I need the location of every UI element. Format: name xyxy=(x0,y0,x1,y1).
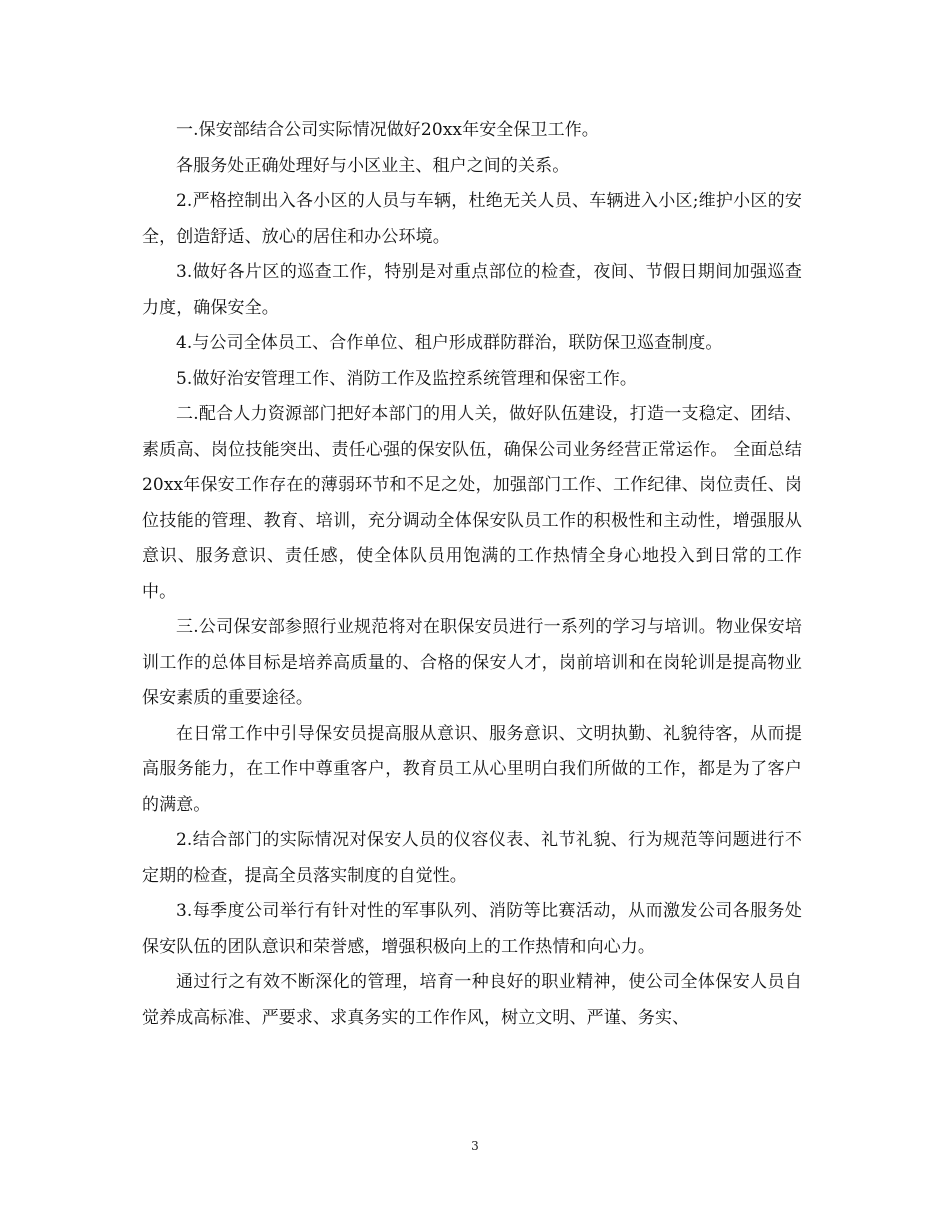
paragraph-joint-defense: 4.与公司全体员工、合作单位、租户形成群防群治，联防保卫巡查制度。 xyxy=(176,333,723,353)
paragraph-owner-relations: 各服务处正确处理好与小区业主、租户之间的关系。 xyxy=(176,155,570,176)
page-number: 3 xyxy=(471,1139,479,1153)
paragraph-security-management: 5.做好治安管理工作、消防工作及监控系统管理和保密工作。 xyxy=(176,368,638,389)
paragraph-section-two-team-building: 二.配合人力资源部门把好本部门的用人关，做好队伍建设，打造一支稳定、团结、素质高、岗位技能突出、责任心强的保安队伍，确保公司业务经营正常运作。 全面总结20xx年保安工作存在的薄弱环节和不足之处，加强部门工作、工作纪律、岗位责任、岗位技能的管理、教育、培训，充分调动全体保安队员工作的积极性和主动性，增强服从意识、服务意识、责任感，使全体队员用饱满的工作热情全身心地投入到日常的工作中。 xyxy=(142,404,802,602)
paragraph-access-control: 2.严格控制出入各小区的人员与车辆，杜绝无关人员、车辆进入小区;维护小区的安全，创造舒适、放心的居住和办公环境。 xyxy=(142,191,802,247)
paragraph-quarterly-competition: 3.每季度公司举行有针对性的军事队列、消防等比赛活动，从而激发公司各服务处保安队伍的团队意识和荣誉感，增强积极向上的工作热情和向心力。 xyxy=(142,901,802,957)
paragraph-section-one-heading: 一.保安部结合公司实际情况做好20xx年安全保卫工作。 xyxy=(176,120,599,140)
paragraph-patrol-work: 3.做好各片区的巡查工作，特别是对重点部位的检查，夜间、节假日期间加强巡查力度，确保安全。 xyxy=(142,262,802,318)
paragraph-section-three-training: 三.公司保安部参照行业规范将对在职保安员进行一系列的学习与培训。物业保安培训工作的总体目标是培养高质量的、合格的保安人才，岗前培训和在岗轮训是提高物业保安素质的重要途径。 xyxy=(142,617,802,708)
document-body xyxy=(142,113,802,1036)
paragraph-inspection: 2.结合部门的实际情况对保安人员的仪容仪表、礼节礼貌、行为规范等问题进行不定期的检查，提高全员落实制度的自觉性。 xyxy=(142,830,802,886)
paragraph-management-culture: 通过行之有效不断深化的管理，培育一种良好的职业精神，使公司全体保安人员自觉养成高标准、严要求、求真务实的工作作风，树立文明、严谨、务实、 xyxy=(142,972,802,1028)
paragraph-service-awareness: 在日常工作中引导保安员提高服从意识、服务意识、文明执勤、礼貌待客，从而提高服务能力，在工作中尊重客户，教育员工从心里明白我们所做的工作，都是为了客户的满意。 xyxy=(142,723,802,815)
